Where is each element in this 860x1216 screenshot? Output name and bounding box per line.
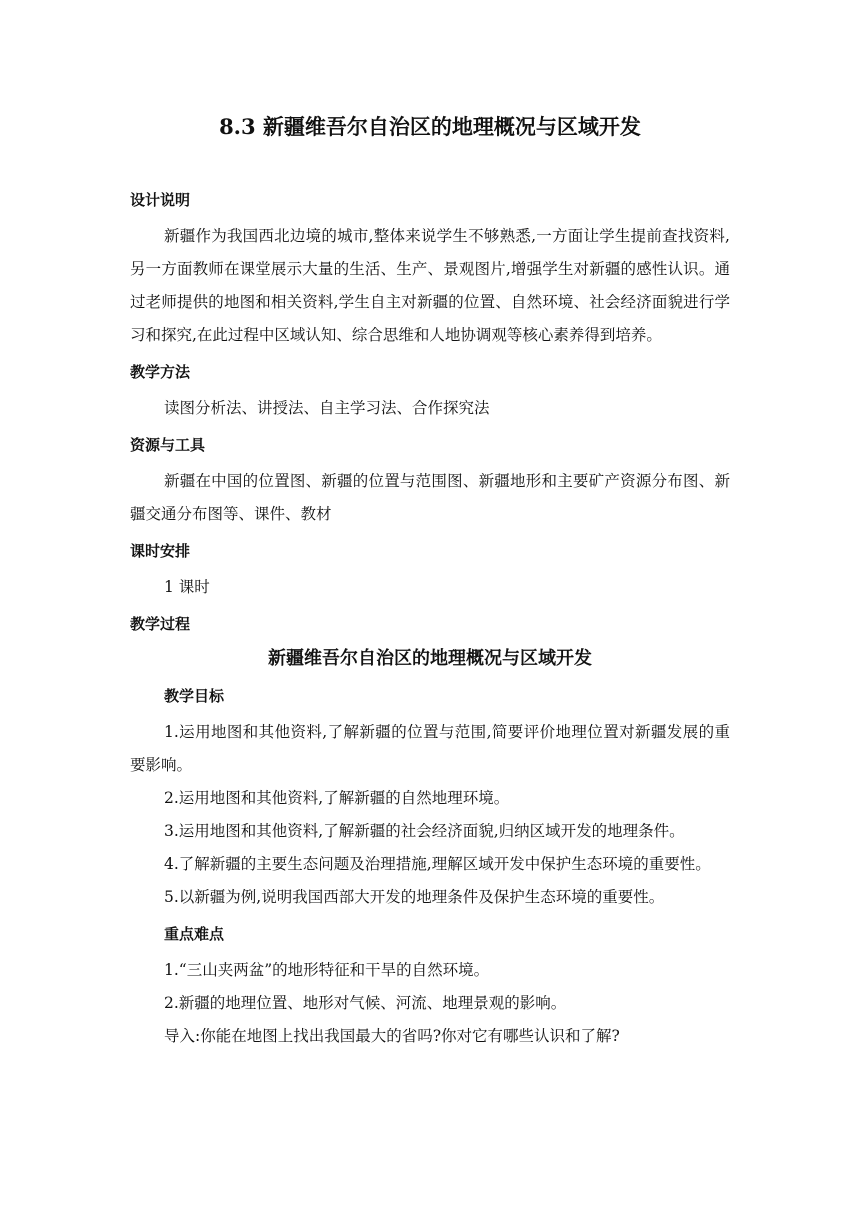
heading-process: 教学过程 bbox=[130, 615, 191, 633]
objective-item: 2.运用地图和其他资料,了解新疆的自然地理环境。 bbox=[164, 789, 510, 807]
heading-methods: 教学方法 bbox=[130, 363, 191, 381]
section-subtitle: 新疆维吾尔自治区的地理概况与区域开发 bbox=[268, 648, 592, 669]
heading-objectives: 教学目标 bbox=[164, 687, 225, 705]
design-text: 新疆作为我国西北边境的城市,整体来说学生不够熟悉,一方面让学生提前查找资料,另一方面教师在课堂展示大量的生活、生产、景观图片,增强学生对新疆的感性认识。通过老师提供的地图和相关资料,学生自主对新疆的位置、自然环境、社会经济面貌进行学习和探究,在此过程中区域认知、综合思维和人地协调观等核心素养得到培养。 bbox=[130, 227, 730, 344]
objective-item: 5.以新疆为例,说明我国西部大开发的地理条件及保护生态环境的重要性。 bbox=[164, 888, 665, 906]
objective-item: 1.运用地图和其他资料,了解新疆的位置与范围,简要评价地理位置对新疆发展的重要影响。 bbox=[130, 723, 730, 774]
objective-item: 4.了解新疆的主要生态问题及治理措施,理解区域开发中保护生态环境的重要性。 bbox=[164, 855, 711, 873]
intro-text: 导入:你能在地图上找出我国最大的省吗?你对它有哪些认识和了解? bbox=[164, 1027, 620, 1045]
objective-item: 3.运用地图和其他资料,了解新疆的社会经济面貌,归纳区域开发的地理条件。 bbox=[164, 822, 685, 840]
document-title: 8.3 新疆维吾尔自治区的地理概况与区域开发 bbox=[219, 114, 641, 139]
document-body bbox=[130, 188, 730, 1053]
schedule-text: 1 课时 bbox=[164, 578, 210, 596]
key-point-item: 2.新疆的地理位置、地形对气候、河流、地理景观的影响。 bbox=[164, 994, 567, 1012]
methods-text: 读图分析法、讲授法、自主学习法、合作探究法 bbox=[164, 399, 490, 417]
resources-text: 新疆在中国的位置图、新疆的位置与范围图、新疆地形和主要矿产资源分布图、新疆交通分布图等、课件、教材 bbox=[130, 472, 730, 523]
heading-design: 设计说明 bbox=[130, 191, 191, 209]
heading-resources: 资源与工具 bbox=[130, 436, 206, 454]
key-point-item: 1.“三山夹两盆”的地形特征和干旱的自然环境。 bbox=[164, 961, 490, 979]
heading-schedule: 课时安排 bbox=[130, 542, 191, 560]
heading-key-points: 重点难点 bbox=[164, 925, 225, 943]
